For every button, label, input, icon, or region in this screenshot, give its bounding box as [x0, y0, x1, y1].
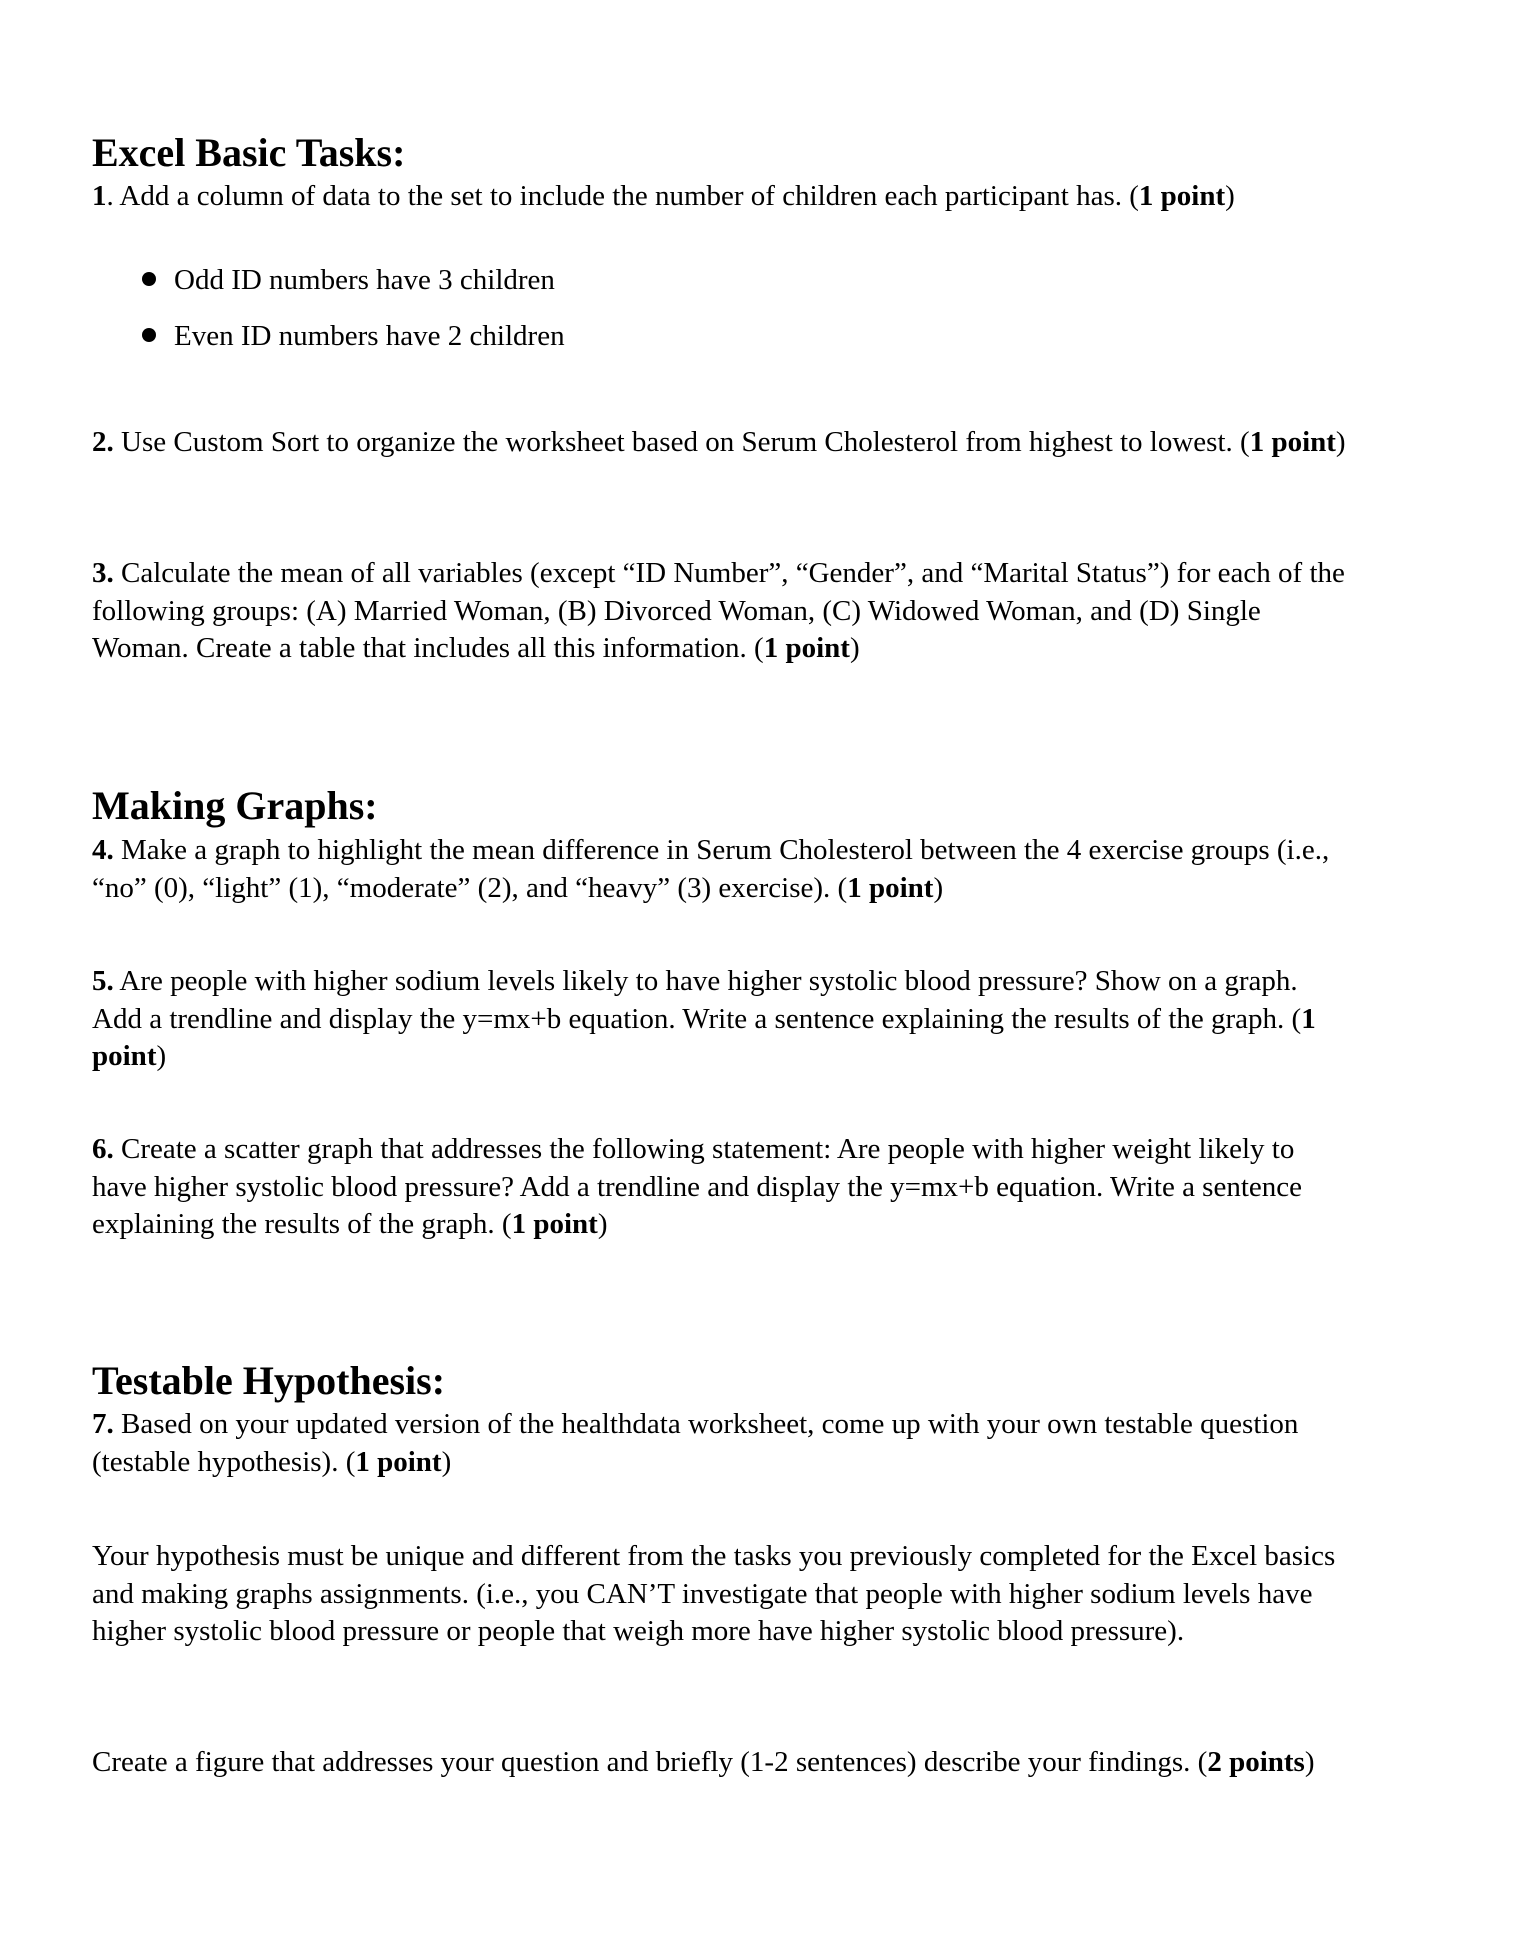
task-5: 5. Are people with higher sodium levels likely to have higher systolic blood pressure? Show on a graph. Add a trendline and display the y=mx+b equation. Write a sentence explaining the results of the graph. (1 point)	[92, 965, 1316, 1072]
task-points: 2 points	[1207, 1746, 1305, 1778]
task-7: 7. Based on your updated version of the healthdata worksheet, come up with your own testable question (testable hypothesis). (1 point)	[92, 1408, 1299, 1478]
task-text: Use Custom Sort to organize the worksheet based on Serum Cholesterol from highest to lowest. (	[113, 426, 1250, 458]
task-points: 1 point	[355, 1445, 442, 1478]
task-3: 3. Calculate the mean of all variables (except “ID Number”, “Gender”, and “Marital Status”) for each of the following groups: (A) Married Woman, (B) Divorced Woman, (C) Widowed Woman, and (D) Single Woman. Create a table that includes all this information. (1 point)	[92, 557, 1345, 664]
task-points: 1 point	[511, 1208, 598, 1240]
task-2: 2. Use Custom Sort to organize the worksheet based on Serum Cholesterol from highest to lowest. (1 point)	[92, 426, 1346, 458]
task-text: Make a graph to highlight the mean difference in Serum Cholesterol between the 4 exercise groups (i.e., “no” (0), “light” (1), “moderate” (2), and “heavy” (3) exercise). (	[92, 834, 1330, 904]
list-item: Odd ID numbers have 3 children	[142, 262, 565, 318]
task-text: Create a figure that addresses your question and briefly (1-2 sentences) describe your findings. (	[92, 1746, 1208, 1778]
task-number: 3.	[92, 557, 114, 589]
task-4: 4. Make a graph to highlight the mean difference in Serum Cholesterol between the 4 exercise groups (i.e., “no” (0), “light” (1), “moderate” (2), and “heavy” (3) exercise). (1 point)	[92, 834, 1330, 904]
task-points: 1 point	[1138, 180, 1226, 212]
task-points: 1 point	[1249, 426, 1336, 458]
task-points: 1 point	[763, 632, 850, 664]
section-heading-hypothesis: Testable Hypothesis:	[92, 1358, 446, 1403]
task-text: Create a scatter graph that addresses the following statement: Are people with higher weight likely to have higher systolic blood pressure? Add a trendline and display the y=mx+b equation. Write a sentence explaining the results of the graph. (	[92, 1133, 1303, 1240]
task-1-bullet-list	[142, 262, 565, 374]
task-number: 4.	[92, 834, 114, 866]
task-number: 5.	[92, 965, 114, 997]
section-heading-excel: Excel Basic Tasks:	[92, 130, 406, 175]
hypothesis-note: Your hypothesis must be unique and different from the tasks you previously completed for the Excel basics and making graphs assignments. (i.e., you CAN’T investigate that people with higher sodium levels have higher systolic blood pressure or people that weigh more have higher systolic blood pressure).	[92, 1540, 1336, 1647]
task-text: . Add a column of data to the set to include the number of children each participant has. (	[106, 180, 1139, 212]
task-number: 6.	[92, 1133, 114, 1165]
task-text: Based on your updated version of the healthdata worksheet, come up with your own testable question (testable hypothesis). (	[92, 1408, 1299, 1478]
task-number: 1	[92, 180, 107, 212]
list-item: Even ID numbers have 2 children	[142, 318, 565, 374]
bullet-icon	[142, 328, 156, 342]
task-text: Calculate the mean of all variables (except “ID Number”, “Gender”, and “Marital Status”) for each of the following groups: (A) Married Woman, (B) Divorced Woman, (C) Widowed Woman, and (D) Single Woman. Create a table that includes all this information. (	[92, 557, 1345, 664]
task-number: 2.	[92, 426, 114, 458]
task-number: 7.	[92, 1408, 114, 1440]
figure-instruction: Create a figure that addresses your question and briefly (1-2 sentences) describe your findings. (2 points)	[92, 1746, 1315, 1778]
section-heading-graphs: Making Graphs:	[92, 783, 378, 828]
task-points: 1 point	[847, 871, 934, 904]
task-text: Are people with higher sodium levels likely to have higher systolic blood pressure? Show on a graph. Add a trendline and display the y=mx+b equation. Write a sentence explaining the results of the graph. (	[92, 965, 1302, 1035]
task-1: 1. Add a column of data to the set to include the number of children each participant has. (1 point)	[92, 180, 1235, 212]
task-points: 1 point	[92, 1002, 1316, 1072]
bullet-icon	[142, 272, 156, 286]
task-6: 6. Create a scatter graph that addresses the following statement: Are people with higher weight likely to have higher systolic blood pressure? Add a trendline and display the y=mx+b equation. Write a sentence explaining the results of the graph. (1 point)	[92, 1133, 1303, 1240]
